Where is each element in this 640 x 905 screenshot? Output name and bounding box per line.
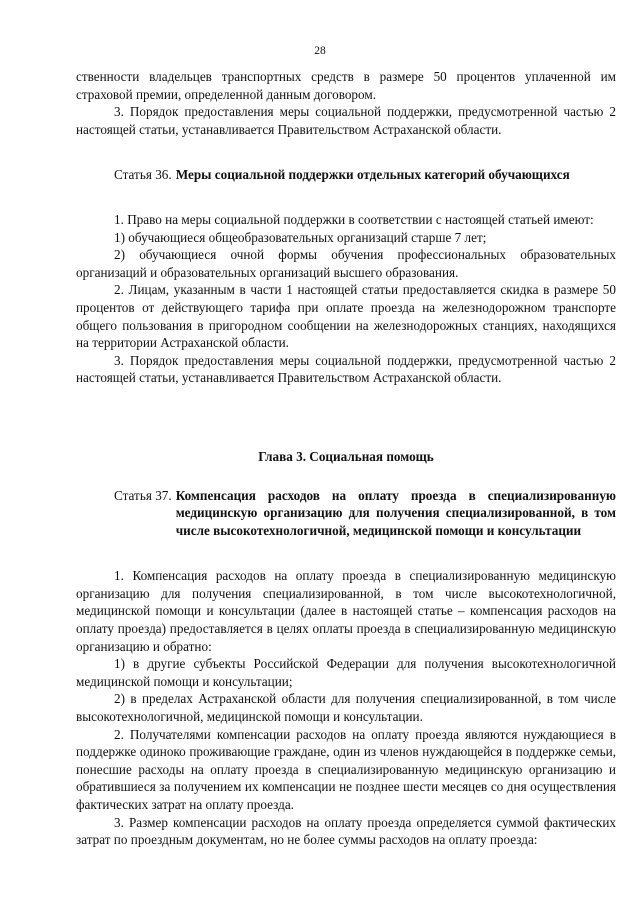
article-title: Меры социальной поддержки отдельных категорий обучающихся [175,167,570,183]
list-item: 2) в пределах Астраханской области для получения специализированной, в том числе высокотехнологичной, медицинской помощи и консультации. [76,691,616,725]
paragraph: 3. Порядок предоставления меры социальной поддержки, предусмотренной частью 2 настоящей статьи, устанавливается Правительством Астраханской области. [76,104,616,137]
paragraph: 2. Лицам, указанным в части 1 настоящей статьи предоставляется скидка в размере 50 процентов от действующего тарифа при оплате проезда на железнодорожном транспорте общего пользования в пригородном сообщении на железнодорожных станциях, находящихся на территории Астраханской области. [76,282,616,351]
chapter-heading: Глава 3. Социальная помощь [258,448,434,464]
paragraph: 3. Порядок предоставления меры социальной поддержки, предусмотренной частью 2 настоящей статьи, устанавливается Правительством Астраханской области. [76,352,616,386]
document-body [76,68,616,849]
article-number: Статья 37. [114,487,172,503]
paragraph-continuation: ственности владельцев транспортных средств в размере 50 процентов уплаченной им страховой премии, определенной данным договором. [76,69,616,102]
list-item: 2) обучающиеся очной формы обучения профессиональных образовательных организаций и образовательных организаций высшего образования. [76,247,616,280]
article-title: Компенсация расходов на оплату проезда в специализированную медицинскую организацию для получения специализированной, в том числе высокотехнологичной, медицинской помощи и консультации [175,487,616,538]
page-number: 28 [314,45,326,57]
list-item: 1) обучающиеся общеобразовательных организаций старше 7 лет; [114,229,487,245]
paragraph: 1. Право на меры социальной поддержки в соответствии с настоящей статьей имеют: [114,211,594,227]
list-item: 1) в другие субъекты Российской Федерации для получения высокотехнологичной медицинской помощи и консультации; [76,656,616,689]
paragraph: 1. Компенсация расходов на оплату проезда в специализированную медицинскую организацию для получения специализированной, в том числе высокотехнологичной, медицинской помощи и консультации (далее в настоящей статье – компенсация расходов на оплату проезда) предоставляется в целях оплаты проезда в специализированную медицинскую организацию и обратно: [76,568,616,654]
article-37-heading [76,487,616,540]
paragraph: 2. Получателями компенсации расходов на оплату проезда являются нуждающиеся в поддержке одиноко проживающие граждане, один из членов нуждающейся в поддержке семьи, понесшие расходы на оплату проезда в специализированную медицинскую организацию и обратившиеся за получением их компенсации не позднее шести месяцев со дня осуществления фактических затрат на оплату проезда. [76,726,616,812]
article-number: Статья 36. [114,167,172,183]
paragraph: 3. Размер компенсации расходов на оплату проезда определяется суммой фактических затрат по проездным документам, но не более суммы расходов на оплату проезда: [76,814,616,848]
article-36-heading [76,166,616,184]
